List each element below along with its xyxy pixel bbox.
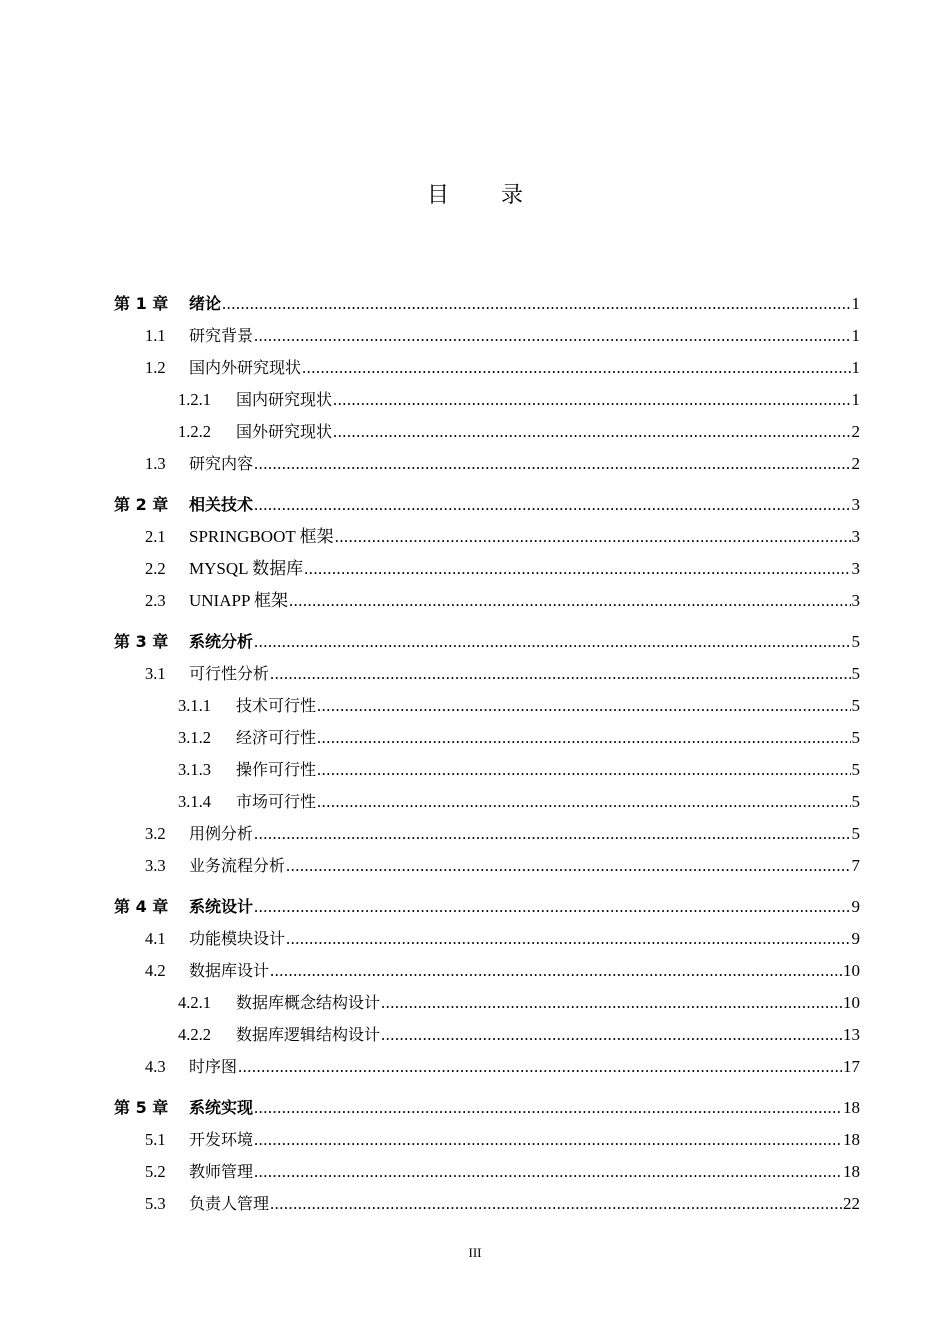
- toc-section-entry[interactable]: [114, 1124, 860, 1156]
- toc-entry-label: 数据库逻辑结构设计: [236, 1025, 381, 1044]
- toc-entry-label: 技术可行性: [236, 696, 317, 715]
- toc-entry-page: 10: [843, 961, 860, 980]
- toc-entry-label: 系统实现: [189, 1098, 254, 1117]
- toc-entry-page: 18: [843, 1098, 860, 1117]
- toc-dot-leader: [317, 690, 850, 722]
- toc-entry-label: 用例分析: [189, 824, 254, 843]
- toc-entry-page: 5: [851, 792, 860, 811]
- toc-entry-page: 18: [843, 1130, 860, 1149]
- toc-dot-leader: [335, 521, 851, 553]
- toc-section-entry[interactable]: [114, 1156, 860, 1188]
- toc-chapter-entry[interactable]: [114, 1092, 860, 1124]
- toc-section-entry[interactable]: [114, 448, 860, 480]
- toc-entry-number: 3.3: [145, 856, 166, 875]
- toc-dot-leader: [254, 1124, 842, 1156]
- toc-entry-label: 市场可行性: [236, 792, 317, 811]
- toc-entry-number: 1.2: [145, 358, 166, 377]
- toc-dot-leader: [289, 585, 850, 617]
- toc-section-entry[interactable]: [114, 1051, 860, 1083]
- toc-entry-label: 开发环境: [189, 1130, 254, 1149]
- toc-entry-number: 第 5 章: [114, 1098, 169, 1117]
- toc-entry-page: 9: [851, 897, 860, 916]
- toc-entry-number: 3.1.4: [178, 792, 211, 811]
- toc-entry-label: 国外研究现状: [236, 422, 333, 441]
- toc-entry-page: 5: [851, 632, 860, 651]
- toc-entry-page: 3: [851, 559, 860, 578]
- toc-entry-number: 5.2: [145, 1162, 166, 1181]
- toc-chapter-entry[interactable]: [114, 288, 860, 320]
- toc-entry-label: 业务流程分析: [189, 856, 286, 875]
- toc-entry-label: 时序图: [189, 1057, 238, 1076]
- toc-entry-number: 5.1: [145, 1130, 166, 1149]
- toc-entry-label: 国内研究现状: [236, 390, 333, 409]
- toc-entry-number: 4.2.2: [178, 1025, 211, 1044]
- toc-entry-page: 5: [851, 696, 860, 715]
- toc-dot-leader: [333, 416, 850, 448]
- toc-section-entry[interactable]: [114, 1188, 860, 1220]
- toc-entry-number: 3.1.3: [178, 760, 211, 779]
- toc-entry-page: 1: [851, 390, 860, 409]
- toc-entry-label: 国内外研究现状: [189, 358, 302, 377]
- toc-entry-label: UNIAPP 框架: [189, 591, 289, 610]
- toc-dot-leader: [317, 786, 850, 818]
- toc-chapter-entry[interactable]: [114, 626, 860, 658]
- toc-entry-page: 3: [851, 591, 860, 610]
- toc-entry-page: 18: [843, 1162, 860, 1181]
- toc-entry-number: 1.2.2: [178, 422, 211, 441]
- toc-entry-label: 操作可行性: [236, 760, 317, 779]
- toc-entry-number: 4.2: [145, 961, 166, 980]
- toc-entry-label: MYSQL 数据库: [189, 559, 304, 578]
- toc-dot-leader: [333, 384, 850, 416]
- toc-section-entry[interactable]: [114, 818, 860, 850]
- toc-section-entry[interactable]: [114, 585, 860, 617]
- toc-subsection-entry[interactable]: [114, 1019, 860, 1051]
- toc-subsection-entry[interactable]: [114, 416, 860, 448]
- toc-section-entry[interactable]: [114, 658, 860, 690]
- footer-page-number: III: [468, 1245, 482, 1260]
- toc-entry-label: 教师管理: [189, 1162, 254, 1181]
- toc-entry-number: 3.1.1: [178, 696, 211, 715]
- toc-entry-page: 5: [851, 728, 860, 747]
- toc-section-entry[interactable]: [114, 521, 860, 553]
- toc-dot-leader: [254, 818, 850, 850]
- toc-dot-leader: [286, 923, 850, 955]
- toc-entry-page: 13: [843, 1025, 860, 1044]
- toc-entry-page: 1: [851, 358, 860, 377]
- table-of-contents: [114, 288, 860, 1220]
- toc-dot-leader: [270, 658, 850, 690]
- toc-entry-label: SPRINGBOOT 框架: [189, 527, 334, 546]
- toc-subsection-entry[interactable]: [114, 384, 860, 416]
- toc-entry-number: 1.2.1: [178, 390, 211, 409]
- toc-entry-page: 17: [843, 1057, 860, 1076]
- toc-subsection-entry[interactable]: [114, 987, 860, 1019]
- toc-dot-leader: [286, 850, 850, 882]
- toc-dot-leader: [254, 891, 850, 923]
- toc-entry-number: 4.1: [145, 929, 166, 948]
- toc-subsection-entry[interactable]: [114, 786, 860, 818]
- toc-section-entry[interactable]: [114, 553, 860, 585]
- toc-dot-leader: [254, 1092, 842, 1124]
- page-title: 目录: [426, 183, 575, 208]
- toc-subsection-entry[interactable]: [114, 754, 860, 786]
- toc-entry-page: 10: [843, 993, 860, 1012]
- toc-dot-leader: [222, 288, 850, 320]
- toc-dot-leader: [270, 1188, 842, 1220]
- toc-entry-page: 5: [851, 760, 860, 779]
- toc-entry-label: 经济可行性: [236, 728, 317, 747]
- toc-entry-label: 功能模块设计: [189, 929, 286, 948]
- toc-entry-number: 4.2.1: [178, 993, 211, 1012]
- toc-entry-page: 9: [851, 929, 860, 948]
- toc-entry-label: 绪论: [189, 294, 222, 313]
- toc-entry-label: 系统分析: [189, 632, 254, 651]
- toc-entry-number: 第 4 章: [114, 897, 169, 916]
- toc-chapter-entry[interactable]: [114, 489, 860, 521]
- toc-subsection-entry[interactable]: [114, 690, 860, 722]
- toc-entry-page: 3: [851, 527, 860, 546]
- toc-dot-leader: [317, 722, 850, 754]
- toc-entry-label: 负责人管理: [189, 1194, 270, 1213]
- toc-entry-page: 5: [851, 664, 860, 683]
- toc-dot-leader: [254, 320, 850, 352]
- toc-entry-number: 1.1: [145, 326, 166, 345]
- toc-entry-label: 数据库概念结构设计: [236, 993, 381, 1012]
- toc-section-entry[interactable]: [114, 923, 860, 955]
- toc-entry-number: 1.3: [145, 454, 166, 473]
- toc-entry-page: 7: [851, 856, 860, 875]
- toc-entry-number: 2.2: [145, 559, 166, 578]
- toc-entry-page: 5: [851, 824, 860, 843]
- toc-dot-leader: [270, 955, 842, 987]
- toc-entry-page: 1: [851, 326, 860, 345]
- toc-section-entry[interactable]: [114, 320, 860, 352]
- toc-dot-leader: [254, 626, 850, 658]
- toc-entry-number: 3.2: [145, 824, 166, 843]
- toc-section-entry[interactable]: [114, 352, 860, 384]
- toc-entry-number: 2.3: [145, 591, 166, 610]
- toc-entry-number: 5.3: [145, 1194, 166, 1213]
- toc-entry-page: 2: [851, 454, 860, 473]
- toc-entry-number: 3.1.2: [178, 728, 211, 747]
- toc-dot-leader: [304, 553, 850, 585]
- toc-entry-page: 2: [851, 422, 860, 441]
- toc-entry-number: 第 3 章: [114, 632, 169, 651]
- toc-dot-leader: [254, 1156, 842, 1188]
- toc-entry-page: 3: [851, 495, 860, 514]
- toc-dot-leader: [254, 448, 850, 480]
- toc-entry-label: 相关技术: [189, 495, 254, 514]
- toc-entry-number: 3.1: [145, 664, 166, 683]
- toc-entry-label: 数据库设计: [189, 961, 270, 980]
- toc-section-entry[interactable]: [114, 850, 860, 882]
- toc-entry-page: 22: [843, 1194, 860, 1213]
- toc-entry-page: 1: [851, 294, 860, 313]
- toc-entry-number: 第 1 章: [114, 294, 169, 313]
- toc-section-entry[interactable]: [114, 955, 860, 987]
- toc-dot-leader: [238, 1051, 842, 1083]
- toc-dot-leader: [381, 987, 842, 1019]
- toc-dot-leader: [317, 754, 850, 786]
- toc-chapter-entry[interactable]: [114, 891, 860, 923]
- toc-entry-number: 2.1: [145, 527, 166, 546]
- toc-entry-number: 第 2 章: [114, 495, 169, 514]
- toc-entry-number: 4.3: [145, 1057, 166, 1076]
- toc-entry-label: 研究背景: [189, 326, 254, 345]
- toc-subsection-entry[interactable]: [114, 722, 860, 754]
- toc-dot-leader: [302, 352, 850, 384]
- toc-dot-leader: [381, 1019, 842, 1051]
- toc-entry-label: 研究内容: [189, 454, 254, 473]
- toc-dot-leader: [254, 489, 850, 521]
- toc-entry-label: 系统设计: [189, 897, 254, 916]
- toc-entry-label: 可行性分析: [189, 664, 270, 683]
